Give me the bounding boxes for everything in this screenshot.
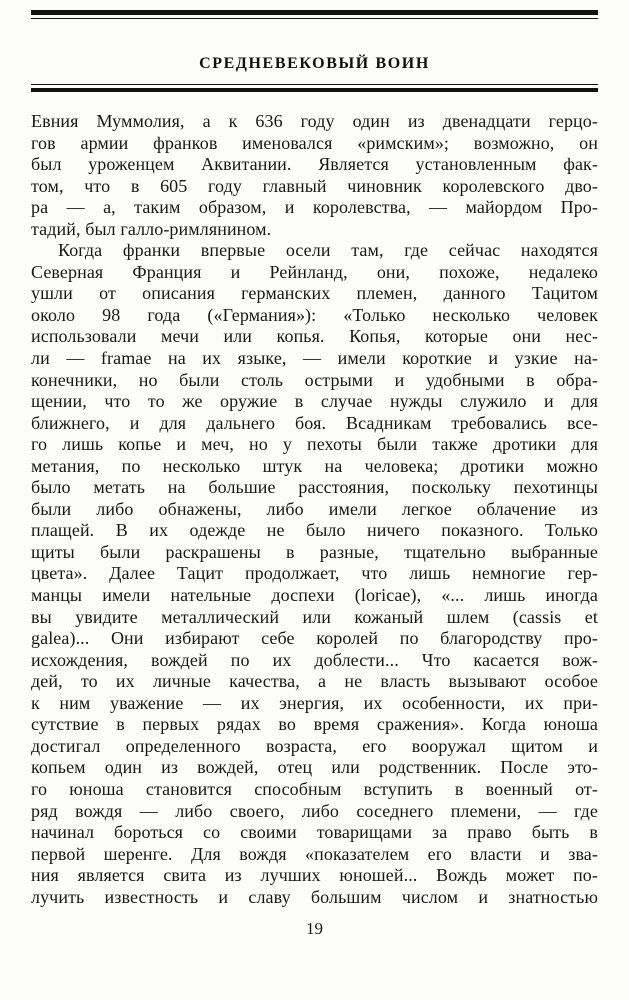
- text-line: Северная Франция и Рейнланд, они, похоже, недалеко: [31, 261, 598, 282]
- text-line: плащей. В их одежде не было ничего показного. Только: [31, 520, 598, 541]
- text-line: достигал определенного возраста, его вооружал щитом и: [31, 735, 598, 756]
- text-line: конечники, но были столь острыми и удобными в обра-: [31, 369, 598, 390]
- text-line: ли — framae на их языке, — имели короткие и узкие на-: [31, 348, 598, 369]
- paragraph: [31, 240, 598, 908]
- text-line: первой шеренге. Для вождя «показателем его власти и зва-: [31, 843, 598, 864]
- paragraph: [31, 111, 598, 240]
- text-line: около 98 года («Германия»): «Только несколько человек: [31, 304, 598, 325]
- running-title: СРЕДНЕВЕКОВЫЙ ВОИН: [199, 55, 430, 72]
- text-line: ряд вождя — либо своего, либо соседнего племени, — где: [31, 800, 598, 821]
- text-line: Евния Муммолия, а к 636 году один из двенадцати герцо-: [31, 111, 598, 131]
- text-line: Когда франки впервые осели там, где сейчас находятся: [58, 240, 598, 261]
- text-line: было метать на большие расстояния, поскольку пехотинцы: [31, 477, 598, 498]
- text-line: ния является свита из лучших юношей... Вождь может по-: [31, 865, 598, 886]
- text-line: лучить известность и славу большим числом и знатностью: [31, 886, 598, 907]
- text-line: тадий, был галло-римлянином.: [31, 218, 272, 239]
- text-line: был уроженцем Аквитании. Является установленным фак-: [31, 154, 598, 175]
- text-line: гов армии франков именовался «римским»; возможно, он: [31, 132, 598, 153]
- header-rule-bottom-thin: [31, 84, 598, 85]
- text-line: го лишь копье и меч, но у пехоты были также дротики для: [31, 434, 598, 455]
- text-line: ушли от описания германских племен, данного Тацитом: [31, 283, 598, 304]
- text-line: вы увидите металлический или кожаный шлем (cassis et: [31, 606, 598, 627]
- text-line: манцы имели нательные доспехи (loricae), «... лишь иногда: [31, 585, 598, 606]
- text-line: исхождения, вождей по их доблести... Что касается вож-: [31, 649, 598, 670]
- text-line: ра — а, таким образом, и королевства, — майордом Про-: [31, 197, 598, 218]
- page-number: 19: [306, 919, 323, 938]
- text-line: копьем один из вождей, отец или родственник. После это-: [31, 757, 598, 778]
- text-line: galea)... Они избирают себе королей по благородству про-: [31, 628, 598, 649]
- text-line: ближнего, и для дальнего боя. Всадникам требовались все-: [31, 412, 598, 433]
- text-line: были либо обнажены, либо имели легкое облачение из: [31, 498, 598, 519]
- text-line: сутствие в первых рядах во время сражения». Когда юноша: [31, 714, 598, 735]
- text-line: начинал бороться со своими товарищами за право быть в: [31, 822, 598, 843]
- text-line: метания, по несколько штук на человека; дротики можно: [31, 455, 598, 476]
- text-line: цвета». Далее Тацит продолжает, что лишь немногие гер-: [31, 563, 598, 584]
- header-rule-bottom-thick: [31, 88, 598, 92]
- text-line: том, что в 605 году главный чиновник королевского дво-: [31, 175, 598, 196]
- header-rule-top-thick: [31, 10, 598, 15]
- body-text: [31, 111, 598, 908]
- header-rule-top-thin: [31, 18, 598, 19]
- text-line: го юноша становится способным вступить в военный от-: [31, 778, 598, 799]
- text-line: к ним уважение — их энергия, их особенности, их при-: [31, 692, 598, 713]
- text-line: дей, то их личные качества, а не власть вызывают особое: [31, 671, 598, 692]
- page-footer: [0, 919, 629, 939]
- page-header: [31, 10, 598, 92]
- text-line: щиты были раскрашены в разные, тщательно выбранные: [31, 541, 598, 562]
- text-line: щении, что то же оружие в случае нужды служило и для: [31, 391, 598, 412]
- text-line: использовали мечи или копья. Копья, которые они нес-: [31, 326, 598, 347]
